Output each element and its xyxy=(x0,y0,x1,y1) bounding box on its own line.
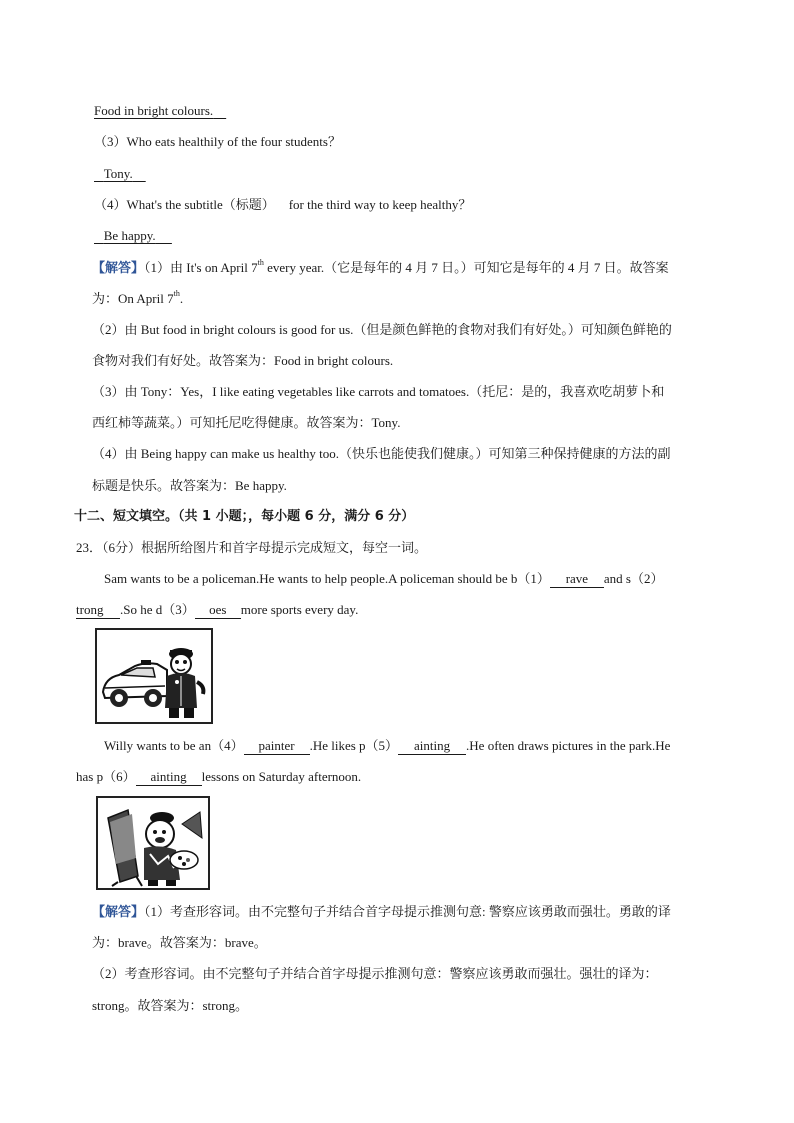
explanation-1-line1: 【解答】（1）由 It's on April 7th every year.（它是每年的 4 月 7 日。）可知它是每年的 4 月 7 日。故答案 xyxy=(92,257,669,275)
painter-image xyxy=(96,796,210,890)
answer-3: Tony. xyxy=(103,166,133,181)
painter-easel-illustration xyxy=(98,798,208,888)
explanation-3-line1: （3）由 Tony：Yes，I like eating vegetables like carrots and tomatoes.（托尼：是的，我喜欢吃胡萝卜和 xyxy=(92,384,665,399)
question-23-intro: 23．（6分）根据所给图片和首字母提示完成短文，每空一词。 xyxy=(76,540,428,555)
policeman-car-illustration xyxy=(97,630,211,722)
explanation-2-line2: 食物对我们有好处。故答案为：Food in bright colours. xyxy=(92,353,394,368)
paragraph-2-line1: Willy wants to be an（4） painter .He likes p（5） ainting .He often draws pictures in the park.He xyxy=(104,738,671,753)
paragraph-1-line2: trong .So he d（3） oes more sports every day. xyxy=(76,602,359,617)
q23-explanation-1-line1: 【解答】（1）考查形容词。由不完整句子并结合首字母提示推测句意: 警察应该勇敢而强壮。勇敢的译 xyxy=(92,904,671,919)
blank-1[interactable]: rave xyxy=(550,571,604,588)
answer-tag: 【解答】 xyxy=(92,904,145,919)
explanation-2-line1: （2）由 But food in bright colours is good for us.（但是颜色鲜艳的食物对我们有好处。）可知颜色鲜艳的 xyxy=(92,322,672,337)
question-3: （3）Who eats healthily of the four students？ xyxy=(94,134,341,149)
answer-tag: 【解答】 xyxy=(92,260,145,275)
question-4: （4）What's the subtitle（标题） for the third way to keep healthy？ xyxy=(94,197,472,212)
paragraph-1-line1: Sam wants to be a policeman.He wants to help people.A policeman should be b（1） rave and s（2） xyxy=(104,571,664,586)
explanation-4-line2: 标题是快乐。故答案为：Be happy. xyxy=(92,478,287,493)
section-heading: 十二、短文填空。（共 1 小题；，每小题 6 分，满分 6 分） xyxy=(74,509,415,524)
blank-2[interactable]: trong xyxy=(76,602,120,619)
blank-5[interactable]: ainting xyxy=(398,738,466,755)
blank-3[interactable]: oes xyxy=(195,602,241,619)
explanation-3-line2: 西红柿等蔬菜。）可知托尼吃得健康。故答案为：Tony. xyxy=(92,415,401,430)
blank-6[interactable]: ainting xyxy=(136,769,202,786)
q23-explanation-1-line2: 为：brave。故答案为：brave。 xyxy=(92,935,267,950)
answer-2: Food in bright colours. xyxy=(94,103,214,118)
answer-4: Be happy. xyxy=(103,228,156,243)
explanation-4-line1: （4）由 Being happy can make us healthy too.（快乐也能使我们健康。）可知第三种保持健康的方法的副 xyxy=(92,446,671,461)
explanation-1-line2: 为：On April 7th. xyxy=(92,288,184,306)
paragraph-2-line2: has p（6） ainting lessons on Saturday afternoon. xyxy=(76,769,362,784)
q23-explanation-2-line1: （2）考查形容词。由不完整句子并结合首字母提示推测句意：警察应该勇敢而强壮。强壮的译为： xyxy=(92,966,658,981)
blank-4[interactable]: painter xyxy=(244,738,310,755)
policeman-image xyxy=(95,628,213,724)
q23-explanation-2-line2: strong。故答案为：strong。 xyxy=(92,998,249,1013)
